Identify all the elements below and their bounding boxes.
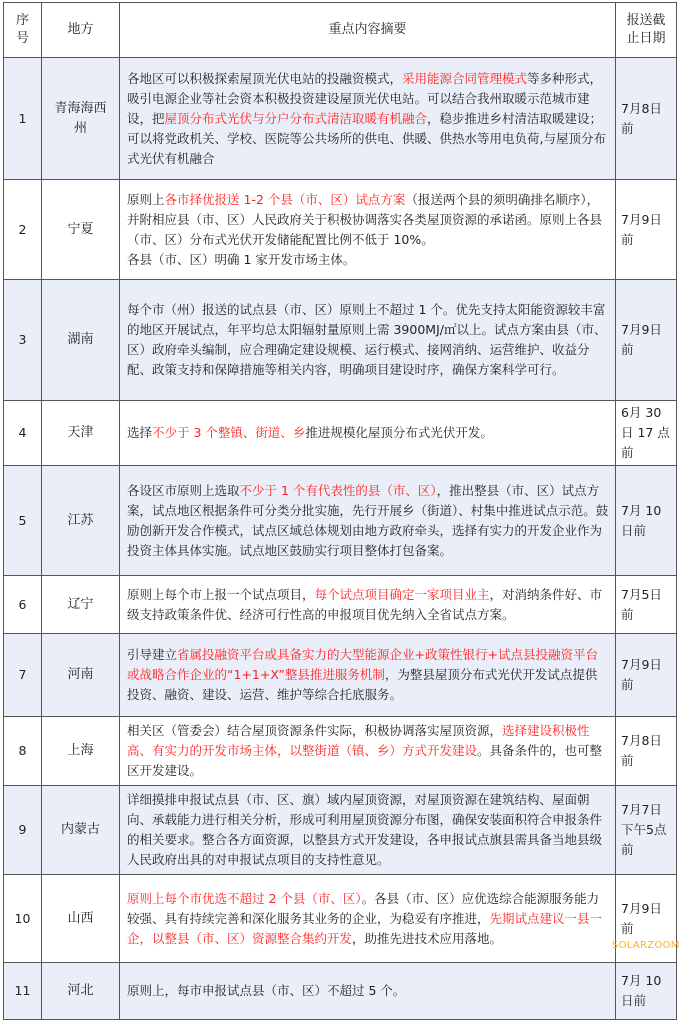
- header-deadline: 报送截 止日期: [616, 3, 677, 58]
- summary-text: ，对消纳条件好、市级支持政策条件优、经济可行性高的申报项目优先纳入全省试点方案。: [127, 586, 603, 622]
- region-cell: 山西: [42, 875, 120, 963]
- row-number: 1: [4, 58, 42, 180]
- table-row: [4, 963, 677, 1020]
- region-cell: 青海海西 州: [42, 58, 120, 180]
- table-row: [4, 401, 677, 466]
- table-row: [4, 576, 677, 634]
- deadline-cell: 7月8日前: [616, 717, 677, 786]
- table-row: [4, 58, 677, 180]
- summary-text: ，推出整县（市、区）试点方案，试点地区根据条件可分类分批实施，先行开展乡（街道）、村集中推进试点示范。鼓励创新开发合作模式，试点区域总体规划由地方政府牵头，选择有实力的开发企业作为投资主体具体实施。试点地区鼓励实行项目整体打包备案。: [127, 482, 609, 558]
- summary-text: 各地区可以积极探索屋顶光伏电站的投融资模式，: [127, 70, 403, 86]
- deadline-cell: 7月9日前: [616, 634, 677, 717]
- summary-text: （报送两个县的须明确排名顺序），并附相应县（市、区）人民政府关于积极协调落实各类屋顶资源的承诺函。原则上各县（市、区）分布式光伏开发储能配置比例不低于 10%。 各县（市、区）明确 1 家开发市场主体。: [127, 191, 603, 267]
- summary-cell: [120, 963, 616, 1020]
- deadline-cell: 7月7日下午5点前: [616, 786, 677, 875]
- summary-text: ，为整县屋顶分布式光伏开发试点提供投资、融资、建设、运营、维护等综合托底服务。: [127, 667, 598, 702]
- highlight-text: 每个试点项目确定一家项目业主: [314, 586, 490, 602]
- table-row: [4, 717, 677, 786]
- table-row: [4, 180, 677, 280]
- header-row: [4, 3, 677, 58]
- row-number: 8: [4, 717, 42, 786]
- highlight-text: 原则上每个市优选不超过 2 个县（市、区）: [127, 890, 362, 906]
- summary-cell: [120, 717, 616, 786]
- deadline-cell: 7月5日前: [616, 576, 677, 634]
- deadline-cell: 7月9日前: [616, 180, 677, 280]
- summary-text: 原则上，每市申报试点县（市、区）不超过 5 个。: [127, 983, 406, 998]
- region-cell: 上海: [42, 717, 120, 786]
- deadline-cell: 7月9日前: [616, 875, 677, 963]
- summary-text: 每个市（州）报送的试点县（市、区）原则上不超过 1 个。优先支持太阳能资源较丰富的地区开展试点，年平均总太阳辐射量原则上需 3900MJ/㎡以上。试点方案由县（市、区）政府牵头编制，应合理确定建设规模、运行模式、接网消纳、运营维护、收益分配、政策支持和保障措施等相关内容，明确项目建设时序，确保方案科学可行。: [127, 302, 607, 377]
- highlight-text: 先期试点建议一县一企，以整县（市、区）资源整合集约开发: [127, 910, 603, 946]
- policy-table: [3, 2, 677, 1020]
- region-cell: 河南: [42, 634, 120, 717]
- header-region: 地方: [42, 3, 120, 58]
- solarzoom-watermark: SOLARZOOM: [612, 940, 680, 951]
- table-row: [4, 466, 677, 576]
- region-cell: 湖南: [42, 280, 120, 401]
- region-cell: 河北: [42, 963, 120, 1020]
- summary-cell: [120, 576, 616, 634]
- summary-text: ，助推先进技术应用落地。: [352, 930, 503, 946]
- highlight-text: 各市择优报送 1-2 个县（市、区）试点方案: [164, 191, 406, 207]
- summary-text: 选择: [127, 425, 153, 440]
- row-number: 3: [4, 280, 42, 401]
- deadline-cell: 7月 10日前: [616, 466, 677, 576]
- summary-text: 各设区市原则上选取: [127, 482, 240, 498]
- summary-cell: [120, 634, 616, 717]
- summary-text: 。各县（市、区）应优选综合能源服务能力较强、具有持续完善和深化服务其业务的企业，为稳妥有序推进，: [127, 890, 600, 926]
- row-number: 4: [4, 401, 42, 466]
- summary-cell: [120, 280, 616, 401]
- highlight-text: 选择建设积极性高、有实力的开发市场主体，以整街道（镇、乡）方式开发建设: [127, 723, 590, 758]
- summary-text: 详细摸排申报试点县（市、区、旗）域内屋顶资源，对屋顶资源在建筑结构、屋面朝向、承载能力进行相关分析，形成可利用屋顶资源分布图，确保安装面积符合申报条件的相关要求。整合各方面资源，以整县方式开发建设，各申报试点旗县需具备当地县级人民政府出具的对申报试点项目的支持性意见。: [127, 792, 603, 867]
- summary-text: ，稳步推进乡村清洁取暖建设；可以将党政机关、学校、医院等公共场所的供电、供暖、供热水等用电负荷,与屋顶分布式光伏有机融合: [127, 110, 606, 166]
- row-number: 10: [4, 875, 42, 963]
- summary-cell: [120, 180, 616, 280]
- highlight-text: 省属投融资平台或具备实力的大型能源企业+政策性银行+试点县投融资平台或战略合作企业的“1+1+X”整县推进服务机制: [127, 647, 598, 682]
- region-cell: 江苏: [42, 466, 120, 576]
- highlight-text: 不少于 3 个整镇、街道、乡: [152, 425, 306, 440]
- row-number: 6: [4, 576, 42, 634]
- summary-text: 等多种形式，吸引电源企业等社会资本积极投资建设屋顶光伏电站。可以结合我州取暖示范城市建设，把: [127, 70, 603, 126]
- row-number: 9: [4, 786, 42, 875]
- summary-text: 原则上每个市上报一个试点项目，: [127, 586, 315, 602]
- table-row: [4, 875, 677, 963]
- deadline-cell: 7月 10日前: [616, 963, 677, 1020]
- summary-cell: [120, 58, 616, 180]
- summary-text: 。具备条件的，也可整区开发建设。: [127, 743, 603, 778]
- highlight-text: 采用能源合同管理模式: [402, 70, 528, 86]
- highlight-text: 不少于 1 个有代表性的县（市、区）: [239, 482, 437, 498]
- row-number: 7: [4, 634, 42, 717]
- deadline-cell: 6月 30日 17 点前: [616, 401, 677, 466]
- table-row: [4, 786, 677, 875]
- table-row: [4, 280, 677, 401]
- summary-text: 相关区（管委会）结合屋顶资源条件实际，积极协调落实屋顶资源，: [127, 723, 503, 738]
- summary-cell: [120, 875, 616, 963]
- row-number: 5: [4, 466, 42, 576]
- summary-text: 推进规模化屋顶分布式光伏开发。: [305, 425, 493, 440]
- summary-cell: [120, 401, 616, 466]
- summary-text: 原则上: [127, 191, 165, 207]
- deadline-cell: 7月9日前: [616, 280, 677, 401]
- summary-cell: [120, 786, 616, 875]
- deadline-cell: 7月8日前: [616, 58, 677, 180]
- row-number: 11: [4, 963, 42, 1020]
- region-cell: 天津: [42, 401, 120, 466]
- region-cell: 辽宁: [42, 576, 120, 634]
- table-row: [4, 634, 677, 717]
- row-number: 2: [4, 180, 42, 280]
- summary-cell: [120, 466, 616, 576]
- region-cell: 宁夏: [42, 180, 120, 280]
- summary-text: 引导建立: [127, 647, 178, 662]
- header-summary: 重点内容摘要: [120, 3, 616, 58]
- region-cell: 内蒙古: [42, 786, 120, 875]
- highlight-text: 屋顶分布式光伏与分户分布式清洁取暖有机融合: [164, 110, 428, 126]
- header-no: 序 号: [4, 3, 42, 58]
